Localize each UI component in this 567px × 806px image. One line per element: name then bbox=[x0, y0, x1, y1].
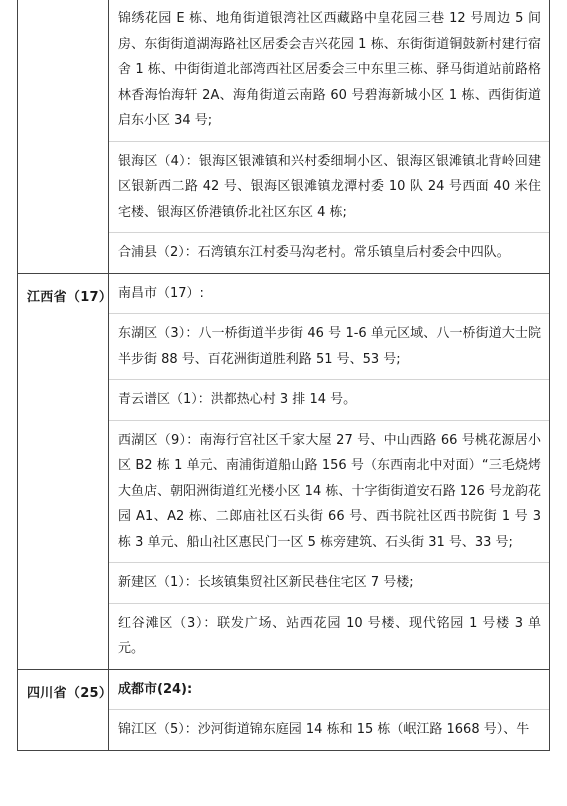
yinhai-district-entry: 银海区（4）：银海区银滩镇和兴村委细垌小区、银海区银滩镇北背岭回建区银新西二路 42 号、银海区银滩镇龙潭村委 10 队 24 号西面 40 米住宅楼、银海区侨港镇侨北社区东区 4 栋; bbox=[118, 153, 541, 220]
xinjian-district-entry: 新建区（1）：长垓镇集贸社区新民巷住宅区 7 号楼; bbox=[118, 575, 414, 590]
region-cell-guangxi bbox=[109, 0, 550, 273]
hepu-county-entry: 合浦县（2）：石湾镇东江村委马沟老村。常乐镇皇后村委会中四队。 bbox=[118, 245, 510, 260]
region-cell-sichuan bbox=[109, 669, 550, 750]
donghu-district-entry: 东湖区（3）：八一桥街道半步街 46 号 1-6 单元区域、八一桥街道大士院半步街 88 号、百花洲街道胜利路 51 号、53 号; bbox=[118, 326, 541, 367]
province-cell-empty bbox=[18, 0, 109, 273]
jinjiang-district-entry: 锦江区（5）：沙河街道锦东庭园 14 栋和 15 栋（岷江路 1668 号）、牛 bbox=[118, 722, 530, 737]
province-cell-jiangxi: 江西省（17） bbox=[18, 273, 109, 669]
beihai-continued-entry: 锦绣花园 E 栋、地角街道银湾社区西藏路中皇花园三巷 12 号周边 5 间房、东街街道湖海路社区居委会吉兴花园 1 栋、东街街道铜鼓新村建行宿舍 1 栋、中街街道北部湾西社区居委会三中东里三栋、驿马街道站前路格林香海怡海轩 2A、海角街道云南路 60 号碧海新城小区 1 栋、西街街道启东小区 34 号; bbox=[118, 11, 541, 128]
table-row-jiangxi bbox=[18, 273, 550, 669]
honggutan-district-entry: 红谷滩区（3）：联发广场、站西花园 10 号楼、现代铭园 1 号楼 3 单元。 bbox=[118, 615, 541, 656]
chengdu-city-entry: 成都市(24): bbox=[118, 681, 193, 697]
table-row-sichuan bbox=[18, 669, 550, 750]
province-cell-sichuan: 四川省（25） bbox=[18, 669, 109, 750]
nanchang-city-entry: 南昌市（17）: bbox=[118, 285, 204, 301]
qingyunpu-district-entry: 青云谱区（1）：洪都热心村 3 排 14 号。 bbox=[118, 392, 357, 407]
table-row-guangxi bbox=[18, 0, 550, 273]
xihu-district-entry: 西湖区（9）：南海行宫社区千家大屋 27 号、中山西路 66 号桃花源居小区 B2 栋 1 单元、南浦街道船山路 156 号（东西南北中对面）“三毛烧烤大鱼店、朝阳洲街道红光楼小区 14 栋、十字街街道安石路 126 号龙韵花园 A1、A2 栋、二郎庙社区石头街 66 号、西书院社区西书院街 1 号 3 栋 3 单元、船山社区惠民门一区 5 栋旁建筑、石头街 31 号、33 号; bbox=[118, 432, 541, 550]
region-cell-jiangxi bbox=[109, 273, 550, 669]
area-list-table bbox=[17, 0, 550, 751]
